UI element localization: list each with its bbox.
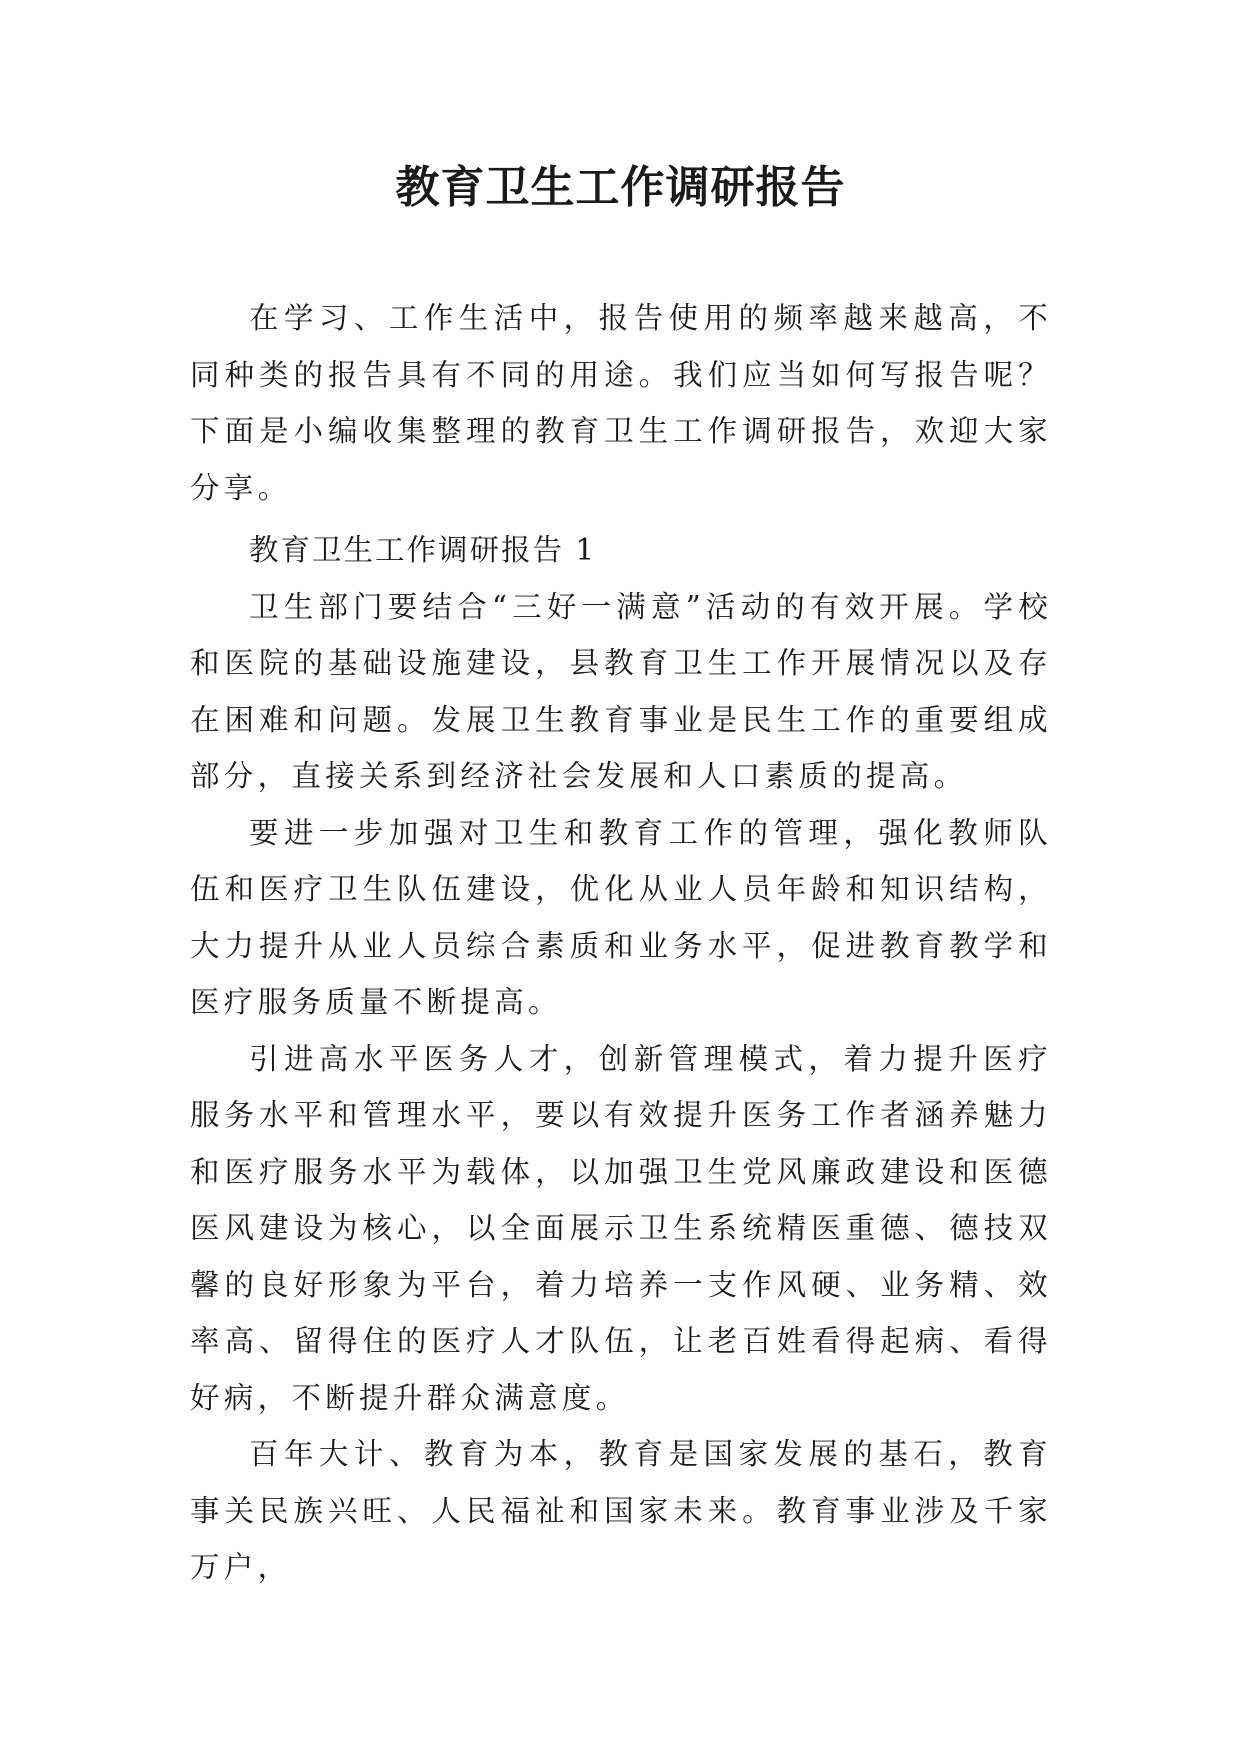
document-title: 教育卫生工作调研报告 [395,162,846,213]
intro-paragraph: 在学习、工作生活中，报告使用的频率越来越高，不同种类的报告具有不同的用途。我们应当如何写报告呢？下面是小编收集整理的教育卫生工作调研报告，欢迎大家分享。 [190,301,1052,505]
section-heading: 教育卫生工作调研报告 1 [249,533,597,567]
body-paragraph-3: 引进高水平医务人才，创新管理模式，着力提升医疗服务水平和管理水平，要以有效提升医务工作者涵养魅力和医疗服务水平为载体，以加强卫生党风廉政建设和医德医风建设为核心，以全面展示卫生系统精医重德、德技双馨的良好形象为平台，着力培养一支作风硬、业务精、效率高、留得住的医疗人才队伍，让老百姓看得起病、看得好病，不断提升群众满意度。 [190,1041,1052,1415]
body-paragraph-1: 卫生部门要结合“三好一满意”活动的有效开展。学校和医院的基础设施建设，县教育卫生工作开展情况以及存在困难和问题。发展卫生教育事业是民生工作的重要组成部分，直接关系到经济社会发展和人口素质的提高。 [190,589,1052,793]
body-paragraph-4: 百年大计、教育为本，教育是国家发展的基石，教育事关民族兴旺、人民福祉和国家未来。教育事业涉及千家万户， [190,1437,1052,1584]
body-paragraph-2: 要进一步加强对卫生和教育工作的管理，强化教师队伍和医疗卫生队伍建设，优化从业人员年龄和知识结构，大力提升从业人员综合素质和业务水平，促进教育教学和医疗服务质量不断提高。 [190,815,1052,1019]
intro-block [190,290,1052,516]
report-section [190,522,1052,1596]
